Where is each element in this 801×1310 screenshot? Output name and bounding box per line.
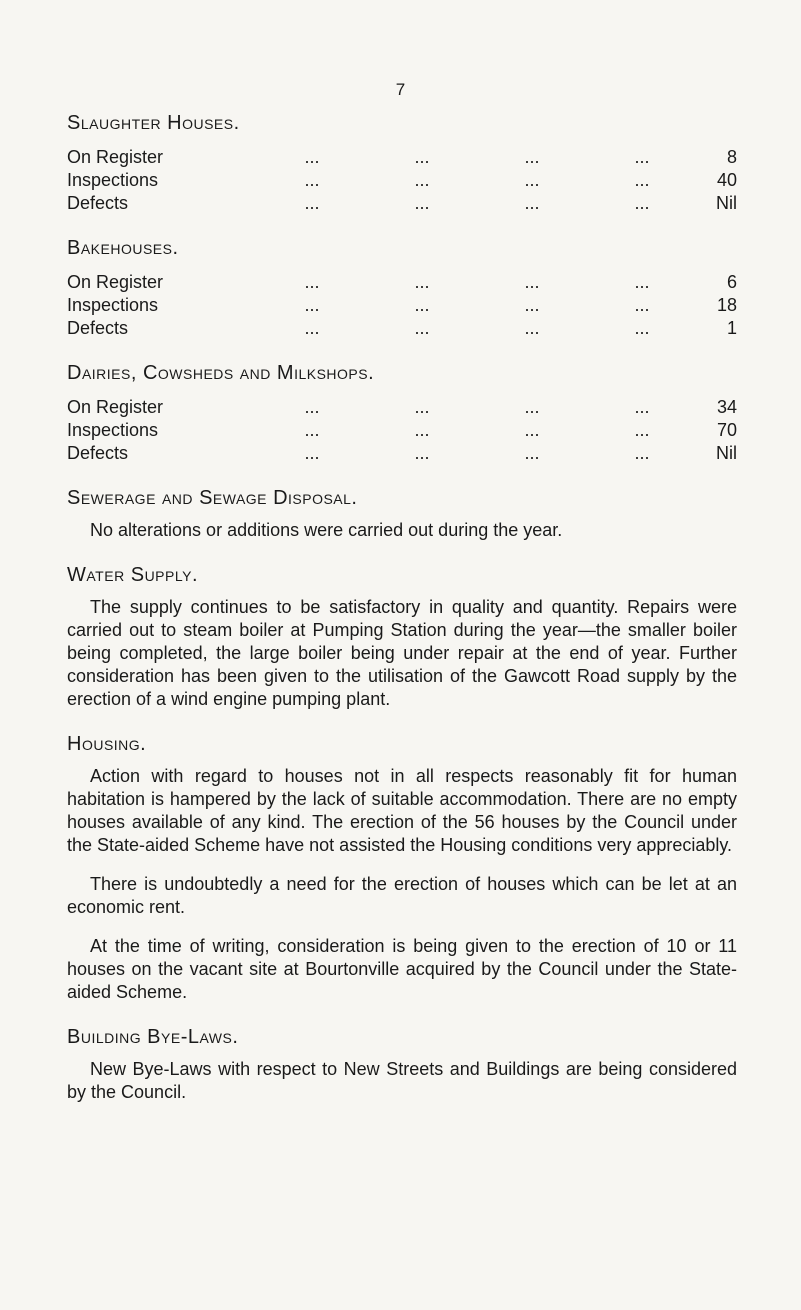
section-sewerage	[67, 485, 737, 542]
section-water-supply	[67, 562, 737, 711]
dot-leader: ... ... ... ...	[304, 420, 650, 440]
stat-label: Defects	[67, 193, 129, 213]
stat-label: Defects	[67, 443, 129, 463]
stat-value: 34	[716, 397, 737, 417]
section-heading: Dairies, Cowsheds and Milkshops.	[67, 362, 375, 384]
stat-row	[67, 317, 737, 340]
stat-label: On Register	[67, 147, 164, 167]
stat-value: Nil	[716, 443, 737, 463]
dot-leader: ... ... ... ...	[304, 443, 650, 463]
stat-row	[67, 294, 737, 317]
stat-label: Inspections	[67, 295, 159, 315]
stat-row	[67, 442, 737, 465]
paragraph: New Bye-Laws with respect to New Streets and Buildings are being considered by the Council.	[67, 1059, 737, 1102]
dot-leader: ... ... ... ...	[304, 147, 650, 167]
paragraph: The supply continues to be satisfactory in quality and quantity. Repairs were carried out to steam boiler at Pumping Station during the year—the smaller boiler being completed, the large boiler being under repair at the end of year. Further consideration has been given to the utilisation of the Gawcott Road supply by the erection of a wind engine pumping plant.	[67, 597, 737, 709]
page-number: 7	[395, 80, 406, 99]
stat-label: Inspections	[67, 420, 159, 440]
stat-label: On Register	[67, 397, 164, 417]
stat-row	[67, 169, 737, 192]
paragraph: At the time of writing, consideration is being given to the erection of 10 or 11 houses on the vacant site at Bourtonville acquired by the Council under the State-aided Scheme.	[67, 936, 737, 1002]
stat-value: Nil	[716, 193, 737, 213]
dot-leader: ... ... ... ...	[304, 272, 650, 292]
stat-value: 18	[716, 295, 737, 315]
stat-row	[67, 271, 737, 294]
stat-label: Inspections	[67, 170, 159, 190]
section-bakehouses	[67, 235, 737, 340]
stat-row	[67, 192, 737, 215]
section-heading: Bakehouses.	[67, 237, 179, 259]
stat-value: 6	[726, 272, 737, 292]
section-heading: Water Supply.	[67, 564, 198, 586]
stat-row	[67, 146, 737, 169]
stat-table	[67, 271, 737, 340]
stat-label: On Register	[67, 272, 164, 292]
stat-value: 70	[716, 420, 737, 440]
section-building-bye-laws	[67, 1024, 737, 1104]
stat-value: 40	[716, 170, 737, 190]
stat-table	[67, 396, 737, 465]
stat-table	[67, 146, 737, 215]
section-slaughter-houses	[67, 110, 737, 215]
paragraph: Action with regard to houses not in all respects reasonably fit for human habitation is hampered by the lack of suitable accommodation. There are no empty houses available of any kind. The erection of the 56 houses by the Council under the State-aided Scheme have not assisted the Housing conditions very appreciably.	[67, 766, 737, 855]
stat-row	[67, 419, 737, 442]
stat-value: 1	[726, 318, 737, 338]
section-heading: Building Bye-Laws.	[67, 1026, 239, 1048]
document-body	[67, 110, 737, 1124]
dot-leader: ... ... ... ...	[304, 170, 650, 190]
dot-leader: ... ... ... ...	[304, 318, 650, 338]
dot-leader: ... ... ... ...	[304, 193, 650, 213]
stat-label: Defects	[67, 318, 129, 338]
section-dairies	[67, 360, 737, 465]
dot-leader: ... ... ... ...	[304, 397, 650, 417]
dot-leader: ... ... ... ...	[304, 295, 650, 315]
section-housing	[67, 731, 737, 1004]
section-heading: Slaughter Houses.	[67, 112, 240, 134]
stat-row	[67, 396, 737, 419]
stat-value: 8	[726, 147, 737, 167]
paragraph: No alterations or additions were carried out during the year.	[90, 520, 563, 540]
section-heading: Sewerage and Sewage Disposal.	[67, 487, 358, 509]
section-heading: Housing.	[67, 733, 147, 755]
paragraph: There is undoubtedly a need for the erection of houses which can be let at an economic rent.	[67, 874, 737, 917]
